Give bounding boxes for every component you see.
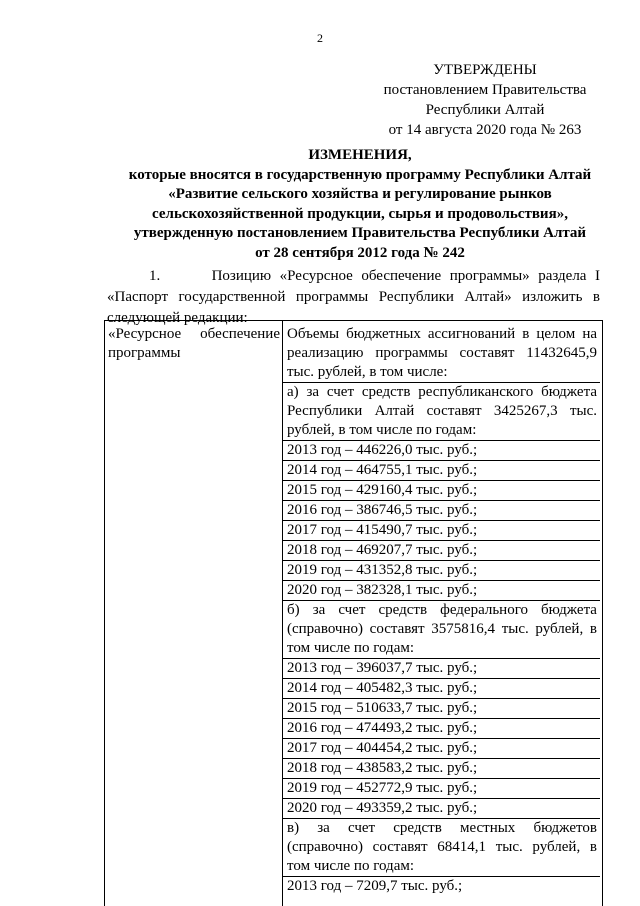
label-word: «Ресурсное xyxy=(108,326,182,342)
year-amount-line: 2016 год – 386746,5 тыс. руб.; xyxy=(287,502,478,518)
title-line: сельскохозяйственной продукции, сырья и продовольствия», xyxy=(152,205,568,222)
budget-line: Республики Алтай составят 3425267,3 тыс. xyxy=(287,403,597,419)
resource-table xyxy=(104,320,603,906)
local-budget-section xyxy=(287,819,597,896)
budget-line: (справочно) составят 3575816,4 тыс. рублей, в xyxy=(287,621,597,637)
year-amount-line: 2017 год – 415490,7 тыс. руб.; xyxy=(287,522,478,538)
intro-section xyxy=(287,325,597,382)
intro-line: тыс. рублей, в том числе: xyxy=(287,364,448,380)
row-divider xyxy=(283,540,600,541)
paragraph-number: 1. xyxy=(149,268,161,284)
document-title xyxy=(100,146,620,263)
row-divider xyxy=(283,658,600,659)
title-line: которые вносятся в государственную программу Республики Алтай xyxy=(128,166,592,183)
year-amount-line: 2017 год – 404454,2 тыс. руб.; xyxy=(287,740,478,756)
label-word: обеспечение xyxy=(200,326,280,342)
row-divider xyxy=(283,738,600,739)
republic-budget-section xyxy=(287,383,597,600)
approval-line: Республики Алтай xyxy=(425,102,545,118)
year-amount-line: 2019 год – 431352,8 тыс. руб.; xyxy=(287,562,478,578)
row-divider xyxy=(283,778,600,779)
approval-date: от 14 августа 2020 года № 263 xyxy=(388,122,582,138)
row-divider xyxy=(283,600,600,601)
row-divider xyxy=(283,718,600,719)
year-amount-line: 2018 год – 438583,2 тыс. руб.; xyxy=(287,760,478,776)
year-amount-line: 2013 год – 7209,7 тыс. руб.; xyxy=(287,878,463,894)
approval-block xyxy=(370,60,600,140)
table-value-cell xyxy=(287,325,597,896)
budget-line: б) за счет средств федерального бюджета xyxy=(287,602,597,618)
paragraph-text: Позицию «Ресурсное обеспечение программы» раздела I «Паспорт государственной программы Республики Алтай» изложить в следующей редакции: xyxy=(107,268,601,326)
row-divider xyxy=(283,698,600,699)
approval-heading: УТВЕРЖДЕНЫ xyxy=(433,62,537,78)
row-divider xyxy=(283,520,600,521)
year-amount-line: 2013 год – 446226,0 тыс. руб.; xyxy=(287,442,478,458)
row-divider xyxy=(283,580,600,581)
budget-line: том числе по годам: xyxy=(287,858,415,874)
intro-line: реализацию программы составят 11432645,9 xyxy=(287,345,597,361)
budget-line: рублей, в том числе по годам: xyxy=(287,422,477,438)
row-divider xyxy=(283,876,600,877)
row-divider xyxy=(283,440,600,441)
approval-line: постановлением Правительства xyxy=(383,82,587,98)
page-number: 2 xyxy=(317,31,323,45)
row-divider xyxy=(283,480,600,481)
year-amount-line: 2015 год – 510633,7 тыс. руб.; xyxy=(287,700,478,716)
intro-line: Объемы бюджетных ассигнований в целом на xyxy=(287,326,597,342)
budget-line: (справочно) составят 68414,1 тыс. рублей, в xyxy=(287,839,597,855)
year-amount-line: 2020 год – 493359,2 тыс. руб.; xyxy=(287,800,478,816)
budget-line: а) за счет средств республиканского бюджета xyxy=(287,384,597,400)
year-amount-line: 2014 год – 405482,3 тыс. руб.; xyxy=(287,680,478,696)
row-divider xyxy=(283,560,600,561)
budget-line: в) за счет средств местных бюджетов xyxy=(287,820,597,836)
year-amount-line: 2019 год – 452772,9 тыс. руб.; xyxy=(287,780,478,796)
year-amount-line: 2013 год – 396037,7 тыс. руб.; xyxy=(287,660,478,676)
year-amount-line: 2014 год – 464755,1 тыс. руб.; xyxy=(287,462,478,478)
row-divider xyxy=(283,678,600,679)
year-amount-line: 2015 год – 429160,4 тыс. руб.; xyxy=(287,482,478,498)
title-line: утвержденную постановлением Правительства Республики Алтай xyxy=(133,225,587,241)
budget-line: том числе по годам: xyxy=(287,640,415,656)
row-divider xyxy=(283,818,600,819)
row-divider xyxy=(283,382,600,383)
row-divider xyxy=(283,500,600,501)
title-line: от 28 сентября 2012 года № 242 xyxy=(255,244,465,261)
year-amount-line: 2016 год – 474493,2 тыс. руб.; xyxy=(287,720,478,736)
year-amount-line: 2020 год – 382328,1 тыс. руб.; xyxy=(287,582,478,598)
row-divider xyxy=(283,758,600,759)
year-amount-line: 2018 год – 469207,7 тыс. руб.; xyxy=(287,542,478,558)
label-word: программы xyxy=(108,345,181,361)
table-label-cell xyxy=(108,325,280,363)
row-divider xyxy=(283,460,600,461)
federal-budget-section xyxy=(287,601,597,818)
row-divider xyxy=(283,798,600,799)
title-line: ИЗМЕНЕНИЯ, xyxy=(308,147,412,163)
title-line: «Развитие сельского хозяйства и регулирование рынков xyxy=(168,186,552,202)
